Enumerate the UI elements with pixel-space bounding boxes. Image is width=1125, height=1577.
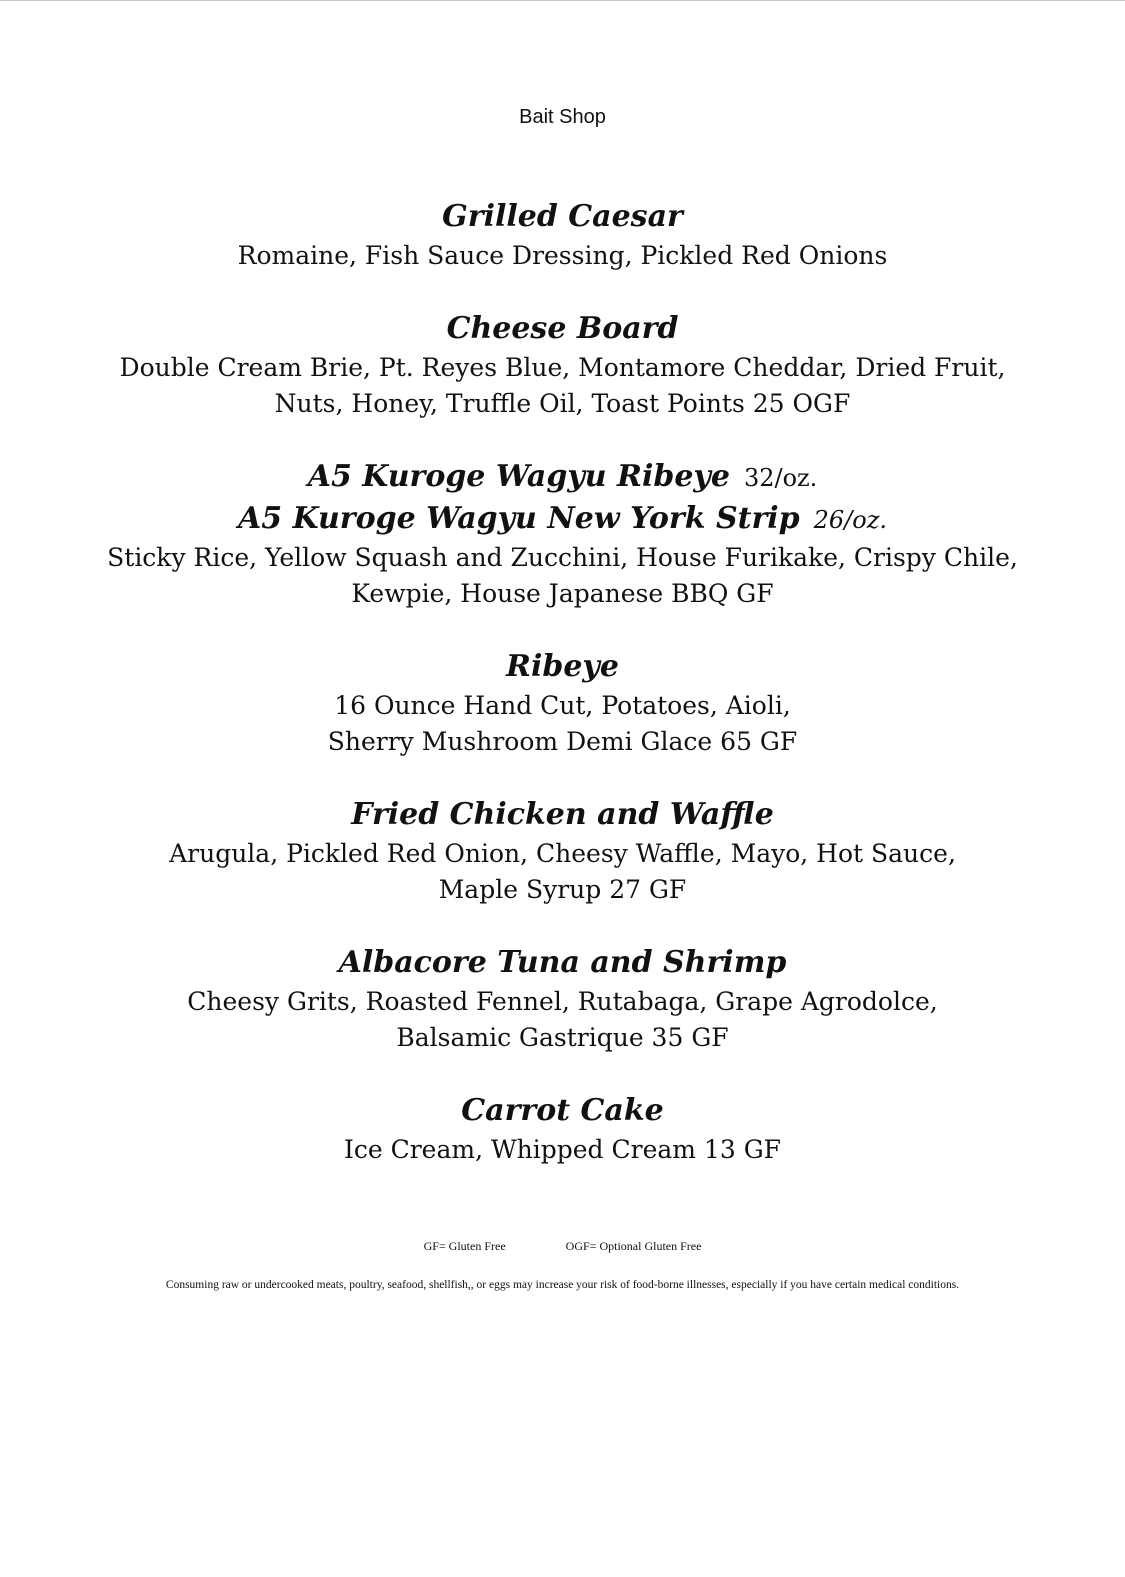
item-title: Fried Chicken and Waffle	[351, 797, 774, 832]
menu-item-carrot-cake	[0, 1090, 1125, 1168]
item-title-wagyu-ribeye: A5 Kuroge Wagyu Ribeye	[307, 459, 730, 494]
item-description-line: Balsamic Gastrique 35 GF	[396, 1023, 729, 1052]
item-description-line: Sticky Rice, Yellow Squash and Zucchini, House Furikake, Crispy Chile,	[107, 543, 1018, 572]
menu-item-grilled-caesar	[0, 196, 1125, 274]
item-title: Carrot Cake	[461, 1093, 664, 1128]
item-price-wagyu-strip: 26/oz.	[813, 506, 888, 534]
item-title: Cheese Board	[446, 311, 679, 346]
menu-list	[0, 196, 1125, 1202]
item-description-line: Double Cream Brie, Pt. Reyes Blue, Montamore Cheddar, Dried Fruit,	[119, 353, 1006, 382]
legend-ogf: OGF= Optional Gluten Free	[565, 1239, 702, 1253]
item-title-wagyu-strip: A5 Kuroge Wagyu New York Strip	[237, 501, 800, 536]
item-title: Grilled Caesar	[442, 199, 683, 234]
item-description-line: Romaine, Fish Sauce Dressing, Pickled Red Onions	[237, 241, 888, 270]
item-title: Albacore Tuna and Shrimp	[338, 945, 787, 980]
item-description-line: Arugula, Pickled Red Onion, Cheesy Waffle, Mayo, Hot Sauce,	[169, 839, 956, 868]
food-safety-disclaimer: Consuming raw or undercooked meats, poultry, seafood, shellfish,, or eggs may increase your risk of food-borne illnesses, especially if you have certain medical conditions.	[165, 1279, 960, 1291]
item-description-line: Cheesy Grits, Roasted Fennel, Rutabaga, Grape Agrodolce,	[187, 987, 938, 1016]
top-divider	[0, 0, 1125, 1]
gluten-legend	[0, 1238, 1125, 1254]
item-title: Ribeye	[506, 649, 619, 684]
restaurant-name: Bait Shop	[519, 106, 606, 128]
item-description-line: Nuts, Honey, Truffle Oil, Toast Points 25 OGF	[274, 389, 851, 418]
item-description-line: Sherry Mushroom Demi Glace 65 GF	[327, 727, 798, 756]
menu-item-wagyu	[0, 456, 1125, 612]
item-description-line: Ice Cream, Whipped Cream 13 GF	[343, 1135, 782, 1164]
menu-item-fried-chicken	[0, 794, 1125, 908]
legend-gf: GF= Gluten Free	[423, 1239, 506, 1253]
menu-item-ribeye	[0, 646, 1125, 760]
item-description-line: 16 Ounce Hand Cut, Potatoes, Aioli,	[334, 691, 791, 720]
menu-item-albacore	[0, 942, 1125, 1056]
menu-item-cheese-board	[0, 308, 1125, 422]
item-description-line: Maple Syrup 27 GF	[438, 875, 687, 904]
item-price-wagyu-ribeye: 32/oz.	[743, 464, 818, 492]
item-description-line: Kewpie, House Japanese BBQ GF	[351, 579, 774, 608]
